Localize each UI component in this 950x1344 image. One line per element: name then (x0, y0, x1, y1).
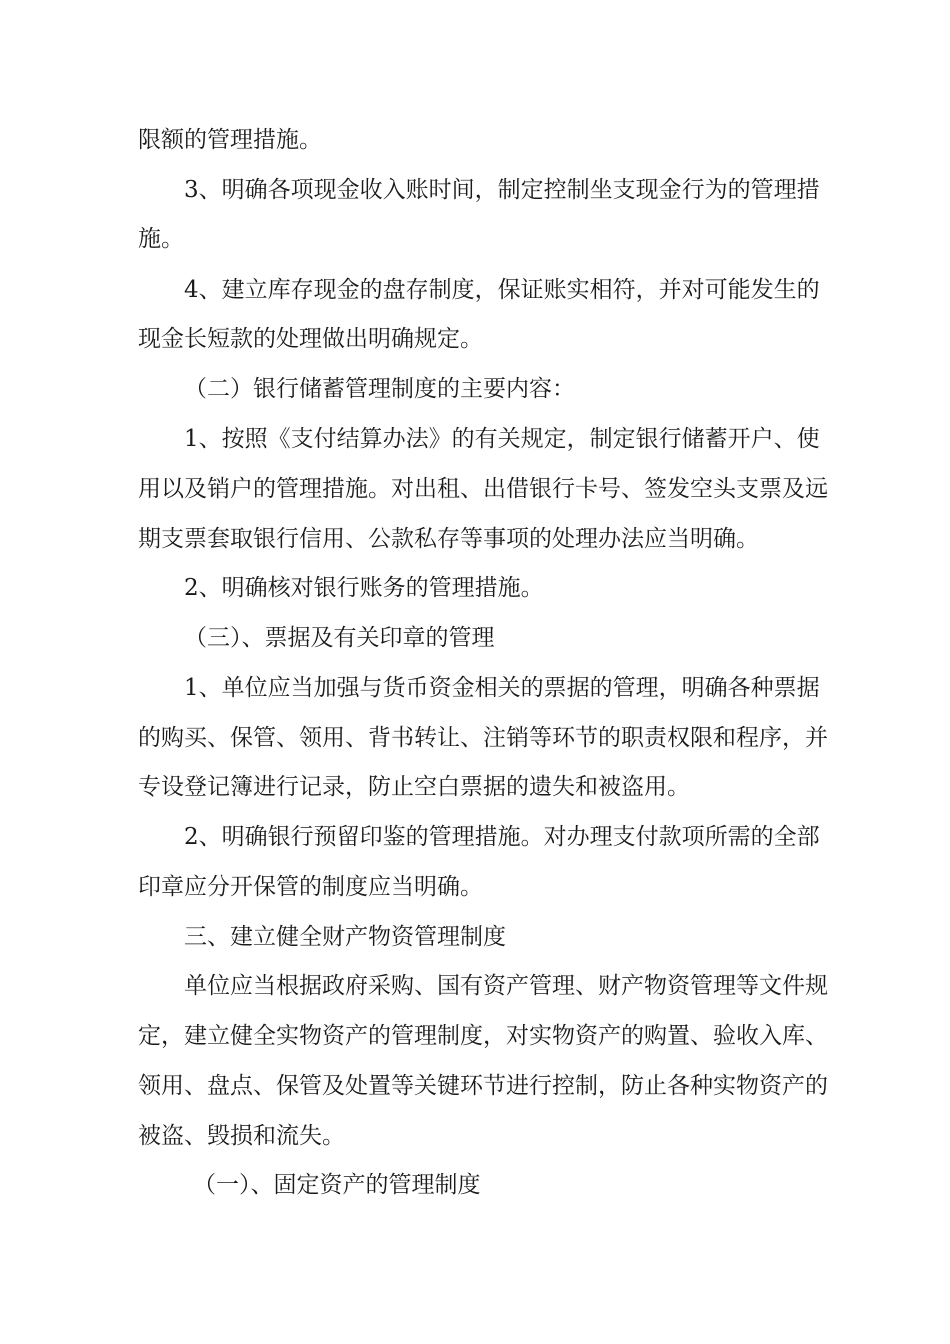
text-line: 4、建立库存现金的盘存制度，保证账实相符，并对可能发生的 (184, 277, 820, 303)
text-line: 单位应当根据政府采购、国有资产管理、财产物资管理等文件规 (184, 973, 828, 999)
text-line: 2、明确银行预留印鉴的管理措施。对办理支付款项所需的全部 (184, 824, 820, 850)
text-line: 用以及销户的管理措施。对出租、出借银行卡号、签发空头支票及远 (138, 476, 828, 502)
section-heading: （一）、固定资产的管理制度 (193, 1172, 481, 1198)
text-line: 专设登记簿进行记录，防止空白票据的遗失和被盗用。 (138, 774, 690, 800)
text-line: 定，建立健全实物资产的管理制度，对实物资产的购置、验收入库、 (138, 1023, 828, 1049)
text-line: 1、单位应当加强与货币资金相关的票据的管理，明确各种票据 (184, 675, 820, 701)
text-line: 1、按照《支付结算办法》的有关规定，制定银行储蓄开户、使 (184, 426, 820, 452)
text-line: 施。 (138, 226, 184, 252)
text-line: 的购买、保管、领用、背书转让、注销等环节的职责权限和程序，并 (138, 725, 828, 751)
text-line: 限额的管理措施。 (138, 127, 322, 153)
section-heading: （二）银行储蓄管理制度的主要内容： (184, 376, 575, 402)
text-line: 期支票套取银行信用、公款私存等事项的处理办法应当明确。 (138, 526, 759, 552)
text-line: 被盗、毁损和流失。 (138, 1123, 345, 1149)
text-line: 领用、盘点、保管及处置等关键环节进行控制，防止各种实物资产的 (138, 1073, 828, 1099)
section-heading: （三）、票据及有关印章的管理 (184, 625, 495, 651)
text-line: 印章应分开保管的制度应当明确。 (138, 874, 483, 900)
text-line: 3、明确各项现金收入账时间，制定控制坐支现金行为的管理措 (184, 177, 820, 203)
section-heading: 三、建立健全财产物资管理制度 (184, 924, 506, 950)
text-line: 现金长短款的处理做出明确规定。 (138, 326, 483, 352)
text-line: 2、明确核对银行账务的管理措施。 (184, 575, 544, 601)
